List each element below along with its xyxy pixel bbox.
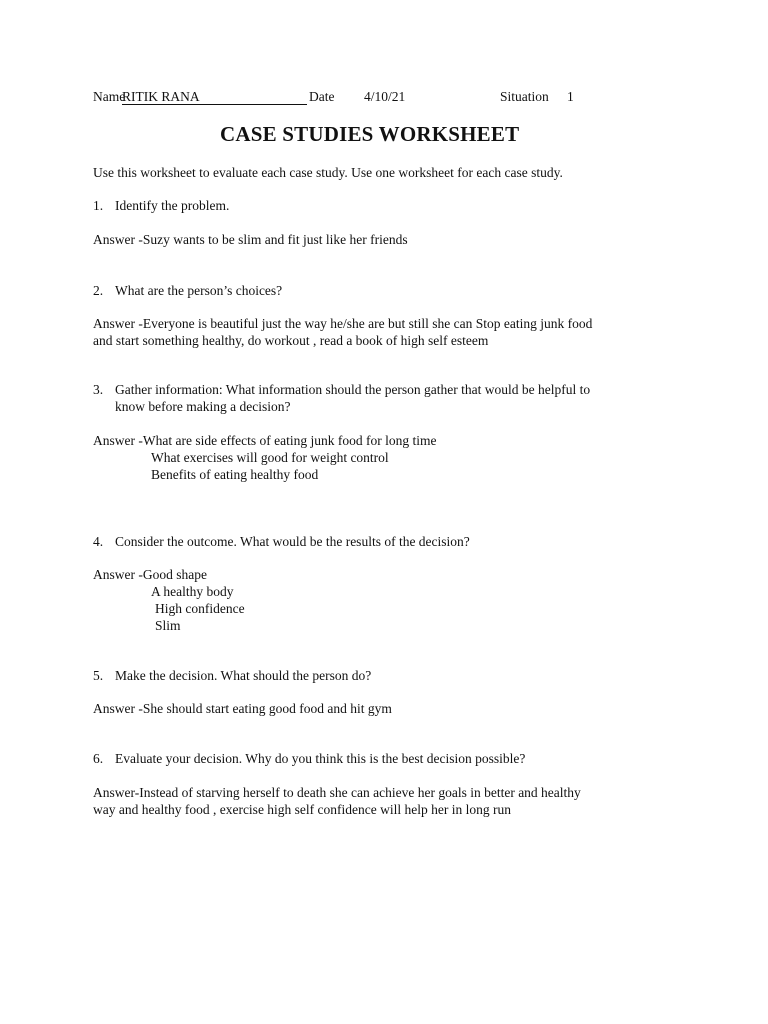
- question-2: [93, 282, 282, 299]
- situation-value: 1: [567, 89, 574, 104]
- question-number: 3.: [93, 382, 104, 397]
- date-label: Date: [309, 89, 335, 104]
- answer-3-line-2: What exercises will good for weight control: [151, 450, 389, 465]
- question-number: 6.: [93, 751, 104, 766]
- question-text: Consider the outcome. What would be the results of the decision?: [115, 534, 470, 549]
- question-number: 1.: [93, 198, 104, 213]
- answer-1-line-1: Answer -Suzy wants to be slim and fit just like her friends: [93, 232, 408, 247]
- answer-6-line-1: Answer-Instead of starving herself to death she can achieve her goals in better and healthy: [93, 785, 581, 800]
- answer-3-line-3: Benefits of eating healthy food: [151, 467, 319, 482]
- question-3-line-2: know before making a decision?: [115, 399, 291, 414]
- name-value: RITIK RANA: [122, 90, 307, 105]
- question-number: 2.: [93, 283, 104, 298]
- question-text: Evaluate your decision. Why do you think this is the best decision possible?: [115, 751, 526, 766]
- answer-5-line-1: Answer -She should start eating good food and hit gym: [93, 701, 392, 716]
- page-title: CASE STUDIES WORKSHEET: [220, 122, 520, 146]
- answer-2-line-1: Answer -Everyone is beautiful just the way he/she are but still she can Stop eating junk food: [93, 316, 593, 331]
- question-text-line-1: Gather information: What information should the person gather that would be helpful to: [115, 382, 591, 397]
- name-label: Name: [93, 89, 126, 104]
- question-text: What are the person’s choices?: [115, 283, 283, 298]
- question-number: 5.: [93, 668, 104, 683]
- situation-label: Situation: [500, 89, 549, 104]
- date-value: 4/10/21: [364, 89, 406, 104]
- answer-4-line-4: Slim: [155, 618, 181, 633]
- answer-4-line-2: A healthy body: [151, 584, 234, 599]
- question-number: 4.: [93, 534, 104, 549]
- question-6: [93, 750, 525, 767]
- name-field: [122, 89, 307, 105]
- answer-4-line-1: Answer -Good shape: [93, 567, 207, 582]
- question-1: [93, 197, 229, 214]
- intro-text: Use this worksheet to evaluate each case study. Use one worksheet for each case study.: [93, 165, 563, 180]
- answer-2-line-2: and start something healthy, do workout , read a book of high self esteem: [93, 333, 489, 348]
- question-text: Make the decision. What should the person do?: [115, 668, 372, 683]
- question-5: [93, 667, 371, 684]
- question-3: [93, 381, 590, 398]
- question-text: Identify the problem.: [115, 198, 230, 213]
- answer-3-line-1: Answer -What are side effects of eating junk food for long time: [93, 433, 437, 448]
- answer-6-line-2: way and healthy food , exercise high self confidence will help her in long run: [93, 802, 511, 817]
- answer-4-line-3: High confidence: [155, 601, 245, 616]
- question-4: [93, 533, 470, 550]
